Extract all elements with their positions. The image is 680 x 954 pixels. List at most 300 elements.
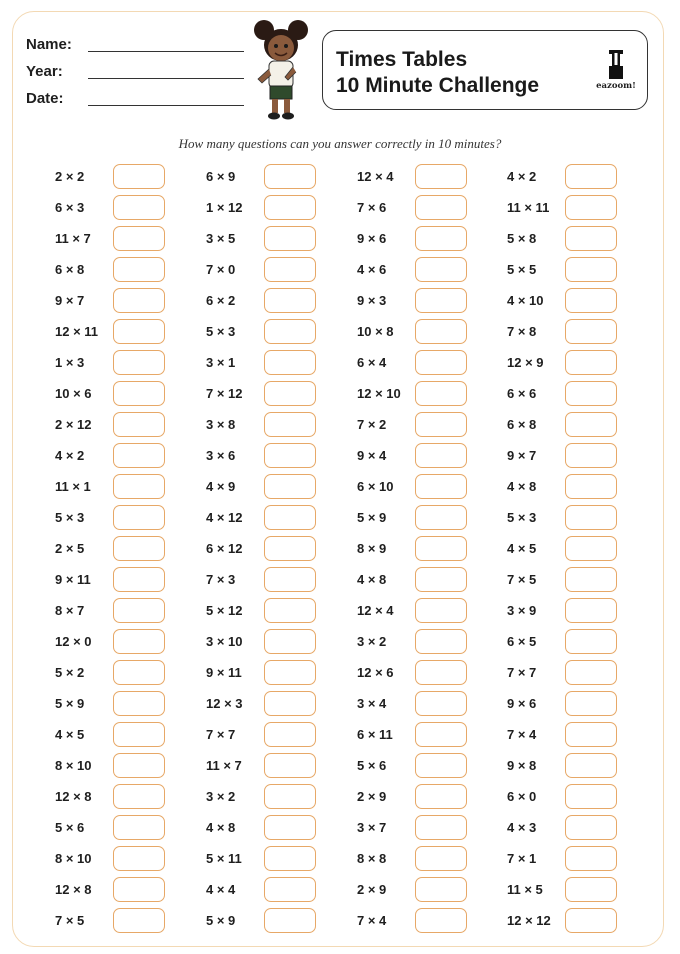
answer-box[interactable] xyxy=(415,567,467,592)
question-text: 8 × 7 xyxy=(55,603,85,618)
question-item xyxy=(357,751,517,782)
answer-box[interactable] xyxy=(415,412,467,437)
question-item xyxy=(507,906,667,937)
question-item xyxy=(357,472,517,503)
answer-box[interactable] xyxy=(415,288,467,313)
answer-box[interactable] xyxy=(113,815,165,840)
question-item xyxy=(55,596,215,627)
answer-box[interactable] xyxy=(264,722,316,747)
question-text: 7 × 5 xyxy=(507,572,537,587)
question-item xyxy=(55,875,215,906)
question-text: 7 × 12 xyxy=(206,386,243,401)
question-item xyxy=(55,813,215,844)
question-text: 12 × 4 xyxy=(357,169,394,184)
question-text: 6 × 3 xyxy=(55,200,85,215)
question-text: 2 × 9 xyxy=(357,789,387,804)
answer-box[interactable] xyxy=(264,846,316,871)
answer-box[interactable] xyxy=(264,164,316,189)
title-line-1: Times Tables xyxy=(336,48,468,71)
question-item xyxy=(206,627,366,658)
title-box xyxy=(322,30,648,110)
question-item xyxy=(507,596,667,627)
question-item xyxy=(206,379,366,410)
answer-box[interactable] xyxy=(565,350,617,375)
answer-box[interactable] xyxy=(264,443,316,468)
question-item xyxy=(507,317,667,348)
question-text: 5 × 3 xyxy=(206,324,236,339)
question-item xyxy=(507,162,667,193)
question-text: 5 × 2 xyxy=(55,665,85,680)
date-line[interactable] xyxy=(88,105,244,106)
question-text: 5 × 12 xyxy=(206,603,243,618)
question-item xyxy=(507,658,667,689)
question-text: 11 × 7 xyxy=(55,231,91,246)
question-text: 6 × 6 xyxy=(507,386,537,401)
question-item xyxy=(206,813,366,844)
question-text: 12 × 4 xyxy=(357,603,394,618)
answer-box[interactable] xyxy=(415,257,467,282)
question-item xyxy=(206,224,366,255)
question-item xyxy=(507,379,667,410)
question-item xyxy=(507,472,667,503)
answer-box[interactable] xyxy=(113,598,165,623)
answer-box[interactable] xyxy=(113,660,165,685)
title-line-2: 10 Minute Challenge xyxy=(336,74,540,97)
answer-box[interactable] xyxy=(264,474,316,499)
question-column-2 xyxy=(206,162,366,937)
question-text: 7 × 8 xyxy=(507,324,537,339)
answer-box[interactable] xyxy=(565,908,617,933)
question-item xyxy=(55,162,215,193)
question-text: 3 × 2 xyxy=(206,789,236,804)
question-item xyxy=(507,410,667,441)
question-text: 7 × 5 xyxy=(55,913,85,928)
question-text: 8 × 10 xyxy=(55,758,92,773)
question-item xyxy=(357,565,517,596)
eazoom-logo xyxy=(593,50,639,96)
question-item xyxy=(357,844,517,875)
question-text: 12 × 6 xyxy=(357,665,394,680)
answer-box[interactable] xyxy=(113,350,165,375)
question-item xyxy=(357,782,517,813)
question-text: 9 × 7 xyxy=(55,293,85,308)
answer-box[interactable] xyxy=(264,350,316,375)
answer-box[interactable] xyxy=(565,877,617,902)
question-text: 4 × 6 xyxy=(357,262,387,277)
question-text: 3 × 5 xyxy=(206,231,236,246)
answer-box[interactable] xyxy=(565,381,617,406)
answer-box[interactable] xyxy=(113,412,165,437)
question-text: 4 × 10 xyxy=(507,293,544,308)
answer-box[interactable] xyxy=(113,629,165,654)
answer-box[interactable] xyxy=(113,877,165,902)
answer-box[interactable] xyxy=(264,877,316,902)
question-column-3 xyxy=(357,162,517,937)
answer-box[interactable] xyxy=(565,753,617,778)
question-item xyxy=(357,224,517,255)
eazoom-logo-text: eazoom! xyxy=(596,81,636,91)
question-text: 12 × 11 xyxy=(55,324,99,339)
question-text: 5 × 3 xyxy=(507,510,537,525)
question-text: 5 × 9 xyxy=(357,510,387,525)
answer-box[interactable] xyxy=(113,164,165,189)
answer-box[interactable] xyxy=(565,164,617,189)
question-item xyxy=(55,534,215,565)
answer-box[interactable] xyxy=(264,288,316,313)
question-text: 2 × 12 xyxy=(55,417,92,432)
answer-box[interactable] xyxy=(565,691,617,716)
question-column-4 xyxy=(507,162,667,937)
question-item xyxy=(357,286,517,317)
answer-box[interactable] xyxy=(264,505,316,530)
girl-mascot-icon xyxy=(252,17,310,121)
answer-box[interactable] xyxy=(415,691,467,716)
answer-box[interactable] xyxy=(264,815,316,840)
instruction-text: How many questions can you answer correctly in 10 minutes? xyxy=(178,136,502,151)
question-item xyxy=(206,348,366,379)
question-text: 6 × 8 xyxy=(55,262,85,277)
answer-box[interactable] xyxy=(113,784,165,809)
question-text: 1 × 3 xyxy=(55,355,85,370)
answer-box[interactable] xyxy=(264,660,316,685)
answer-box[interactable] xyxy=(415,753,467,778)
question-text: 3 × 10 xyxy=(206,634,243,649)
question-item xyxy=(507,348,667,379)
question-text: 12 × 8 xyxy=(55,789,92,804)
question-item xyxy=(507,441,667,472)
eazoom-logo-icon xyxy=(608,50,624,79)
question-item xyxy=(507,193,667,224)
date-field[interactable] xyxy=(26,90,256,117)
question-item xyxy=(357,534,517,565)
answer-box[interactable] xyxy=(113,195,165,220)
answer-box[interactable] xyxy=(264,598,316,623)
answer-box[interactable] xyxy=(565,660,617,685)
question-item xyxy=(55,658,215,689)
answer-box[interactable] xyxy=(264,226,316,251)
question-text: 2 × 2 xyxy=(55,169,85,184)
question-item xyxy=(206,534,366,565)
answer-box[interactable] xyxy=(264,691,316,716)
question-text: 4 × 8 xyxy=(206,820,236,835)
answer-box[interactable] xyxy=(113,505,165,530)
question-text: 7 × 6 xyxy=(357,200,387,215)
question-text: 6 × 8 xyxy=(507,417,537,432)
answer-box[interactable] xyxy=(415,846,467,871)
question-item xyxy=(55,720,215,751)
question-item xyxy=(357,658,517,689)
answer-box[interactable] xyxy=(565,474,617,499)
question-item xyxy=(206,875,366,906)
question-text: 6 × 11 xyxy=(357,727,393,742)
question-item xyxy=(507,224,667,255)
question-text: 4 × 8 xyxy=(507,479,537,494)
year-label: Year: xyxy=(26,63,63,80)
question-item xyxy=(55,751,215,782)
question-text: 9 × 3 xyxy=(357,293,387,308)
question-item xyxy=(507,534,667,565)
question-item xyxy=(55,472,215,503)
question-item xyxy=(507,720,667,751)
question-text: 8 × 10 xyxy=(55,851,92,866)
question-text: 4 × 5 xyxy=(507,541,537,556)
question-text: 6 × 12 xyxy=(206,541,243,556)
question-item xyxy=(55,317,215,348)
question-item xyxy=(206,255,366,286)
question-item xyxy=(206,751,366,782)
question-item xyxy=(507,689,667,720)
question-item xyxy=(55,348,215,379)
answer-box[interactable] xyxy=(113,908,165,933)
question-item xyxy=(55,255,215,286)
question-item xyxy=(357,441,517,472)
question-text: 7 × 4 xyxy=(507,727,537,742)
question-text: 5 × 8 xyxy=(507,231,537,246)
name-line[interactable] xyxy=(88,51,244,52)
answer-box[interactable] xyxy=(113,567,165,592)
question-item xyxy=(357,379,517,410)
question-item xyxy=(55,193,215,224)
question-text: 2 × 5 xyxy=(55,541,85,556)
question-text: 9 × 8 xyxy=(507,758,537,773)
answer-box[interactable] xyxy=(565,598,617,623)
answer-box[interactable] xyxy=(415,474,467,499)
answer-box[interactable] xyxy=(565,257,617,282)
question-text: 12 × 9 xyxy=(507,355,544,370)
question-item xyxy=(55,379,215,410)
question-text: 7 × 7 xyxy=(206,727,236,742)
answer-box[interactable] xyxy=(565,505,617,530)
question-item xyxy=(357,193,517,224)
answer-box[interactable] xyxy=(565,319,617,344)
answer-box[interactable] xyxy=(264,567,316,592)
answer-box[interactable] xyxy=(113,536,165,561)
question-text: 5 × 11 xyxy=(206,851,242,866)
question-text: 4 × 4 xyxy=(206,882,236,897)
answer-box[interactable] xyxy=(415,195,467,220)
answer-box[interactable] xyxy=(264,319,316,344)
question-text: 5 × 3 xyxy=(55,510,85,525)
name-label: Name: xyxy=(26,36,72,53)
answer-box[interactable] xyxy=(415,908,467,933)
answer-box[interactable] xyxy=(415,660,467,685)
answer-box[interactable] xyxy=(113,381,165,406)
question-item xyxy=(357,503,517,534)
question-text: 7 × 7 xyxy=(507,665,537,680)
questions-grid xyxy=(55,162,635,942)
question-item xyxy=(55,503,215,534)
question-item xyxy=(206,317,366,348)
question-text: 12 × 3 xyxy=(206,696,243,711)
answer-box[interactable] xyxy=(113,257,165,282)
answer-box[interactable] xyxy=(113,846,165,871)
question-item xyxy=(206,782,366,813)
answer-box[interactable] xyxy=(113,319,165,344)
question-item xyxy=(206,658,366,689)
question-item xyxy=(357,162,517,193)
question-item xyxy=(357,720,517,751)
answer-box[interactable] xyxy=(264,908,316,933)
question-text: 4 × 8 xyxy=(357,572,387,587)
answer-box[interactable] xyxy=(415,443,467,468)
answer-box[interactable] xyxy=(113,691,165,716)
answer-box[interactable] xyxy=(264,629,316,654)
question-text: 10 × 6 xyxy=(55,386,92,401)
question-text: 4 × 5 xyxy=(55,727,85,742)
question-item xyxy=(206,441,366,472)
answer-box[interactable] xyxy=(415,815,467,840)
answer-box[interactable] xyxy=(264,412,316,437)
question-text: 12 × 12 xyxy=(507,913,551,928)
answer-box[interactable] xyxy=(415,164,467,189)
answer-box[interactable] xyxy=(264,195,316,220)
answer-box[interactable] xyxy=(415,598,467,623)
question-text: 12 × 8 xyxy=(55,882,92,897)
question-item xyxy=(357,410,517,441)
question-item xyxy=(357,906,517,937)
question-text: 9 × 4 xyxy=(357,448,387,463)
question-item xyxy=(507,565,667,596)
question-item xyxy=(206,286,366,317)
question-text: 11 × 7 xyxy=(206,758,242,773)
answer-box[interactable] xyxy=(415,350,467,375)
question-text: 3 × 1 xyxy=(206,355,236,370)
question-item xyxy=(55,565,215,596)
question-text: 7 × 0 xyxy=(206,262,236,277)
answer-box[interactable] xyxy=(415,722,467,747)
answer-box[interactable] xyxy=(415,536,467,561)
question-text: 11 × 5 xyxy=(507,882,543,897)
question-item xyxy=(55,906,215,937)
answer-box[interactable] xyxy=(415,505,467,530)
answer-box[interactable] xyxy=(264,257,316,282)
student-info-fields xyxy=(26,36,256,117)
question-item xyxy=(206,689,366,720)
answer-box[interactable] xyxy=(113,753,165,778)
question-text: 9 × 11 xyxy=(55,572,91,587)
question-item xyxy=(206,720,366,751)
question-item xyxy=(206,472,366,503)
answer-box[interactable] xyxy=(565,443,617,468)
answer-box[interactable] xyxy=(264,753,316,778)
question-text: 5 × 9 xyxy=(206,913,236,928)
answer-box[interactable] xyxy=(565,288,617,313)
answer-box[interactable] xyxy=(113,443,165,468)
question-text: 5 × 9 xyxy=(55,696,85,711)
answer-box[interactable] xyxy=(264,784,316,809)
question-text: 6 × 10 xyxy=(357,479,394,494)
question-item xyxy=(507,286,667,317)
question-text: 3 × 7 xyxy=(357,820,387,835)
answer-box[interactable] xyxy=(565,784,617,809)
answer-box[interactable] xyxy=(565,412,617,437)
question-text: 8 × 9 xyxy=(357,541,387,556)
question-item xyxy=(357,689,517,720)
answer-box[interactable] xyxy=(565,846,617,871)
question-item xyxy=(206,565,366,596)
question-item xyxy=(55,441,215,472)
question-item xyxy=(206,503,366,534)
question-item xyxy=(55,844,215,875)
answer-box[interactable] xyxy=(113,288,165,313)
answer-box[interactable] xyxy=(565,536,617,561)
question-item xyxy=(206,844,366,875)
question-text: 3 × 2 xyxy=(357,634,387,649)
answer-box[interactable] xyxy=(565,629,617,654)
question-item xyxy=(206,162,366,193)
answer-box[interactable] xyxy=(264,381,316,406)
question-text: 7 × 4 xyxy=(357,913,387,928)
question-item xyxy=(507,875,667,906)
answer-box[interactable] xyxy=(113,226,165,251)
question-text: 4 × 9 xyxy=(206,479,236,494)
question-item xyxy=(206,906,366,937)
question-text: 3 × 8 xyxy=(206,417,236,432)
answer-box[interactable] xyxy=(415,877,467,902)
name-field[interactable] xyxy=(26,36,256,63)
question-text: 12 × 10 xyxy=(357,386,401,401)
question-item xyxy=(357,627,517,658)
question-text: 6 × 0 xyxy=(507,789,537,804)
question-text: 12 × 0 xyxy=(55,634,92,649)
answer-box[interactable] xyxy=(565,722,617,747)
answer-box[interactable] xyxy=(415,784,467,809)
answer-box[interactable] xyxy=(264,536,316,561)
answer-box[interactable] xyxy=(565,226,617,251)
question-item xyxy=(507,255,667,286)
date-label: Date: xyxy=(26,90,64,107)
question-text: 5 × 6 xyxy=(357,758,387,773)
question-text: 4 × 2 xyxy=(507,169,537,184)
question-text: 7 × 3 xyxy=(206,572,236,587)
answer-box[interactable] xyxy=(415,381,467,406)
answer-box[interactable] xyxy=(415,226,467,251)
question-item xyxy=(55,627,215,658)
question-text: 9 × 11 xyxy=(206,665,242,680)
question-item xyxy=(55,782,215,813)
answer-box[interactable] xyxy=(565,567,617,592)
question-text: 4 × 2 xyxy=(55,448,85,463)
answer-box[interactable] xyxy=(415,629,467,654)
question-text: 3 × 9 xyxy=(507,603,537,618)
year-line[interactable] xyxy=(88,78,244,79)
answer-box[interactable] xyxy=(113,722,165,747)
question-text: 9 × 6 xyxy=(357,231,387,246)
question-item xyxy=(357,317,517,348)
question-item xyxy=(206,596,366,627)
answer-box[interactable] xyxy=(415,319,467,344)
question-text: 9 × 7 xyxy=(507,448,537,463)
question-item xyxy=(55,689,215,720)
year-field[interactable] xyxy=(26,63,256,90)
question-item xyxy=(357,596,517,627)
question-item xyxy=(507,503,667,534)
question-text: 6 × 4 xyxy=(357,355,387,370)
question-text: 5 × 6 xyxy=(55,820,85,835)
question-text: 5 × 5 xyxy=(507,262,537,277)
question-item xyxy=(507,813,667,844)
question-text: 4 × 3 xyxy=(507,820,537,835)
answer-box[interactable] xyxy=(113,474,165,499)
answer-box[interactable] xyxy=(565,195,617,220)
question-text: 7 × 1 xyxy=(507,851,537,866)
question-text: 1 × 12 xyxy=(206,200,243,215)
question-text: 8 × 8 xyxy=(357,851,387,866)
question-text: 9 × 6 xyxy=(507,696,537,711)
question-text: 10 × 8 xyxy=(357,324,394,339)
question-item xyxy=(55,224,215,255)
answer-box[interactable] xyxy=(565,815,617,840)
